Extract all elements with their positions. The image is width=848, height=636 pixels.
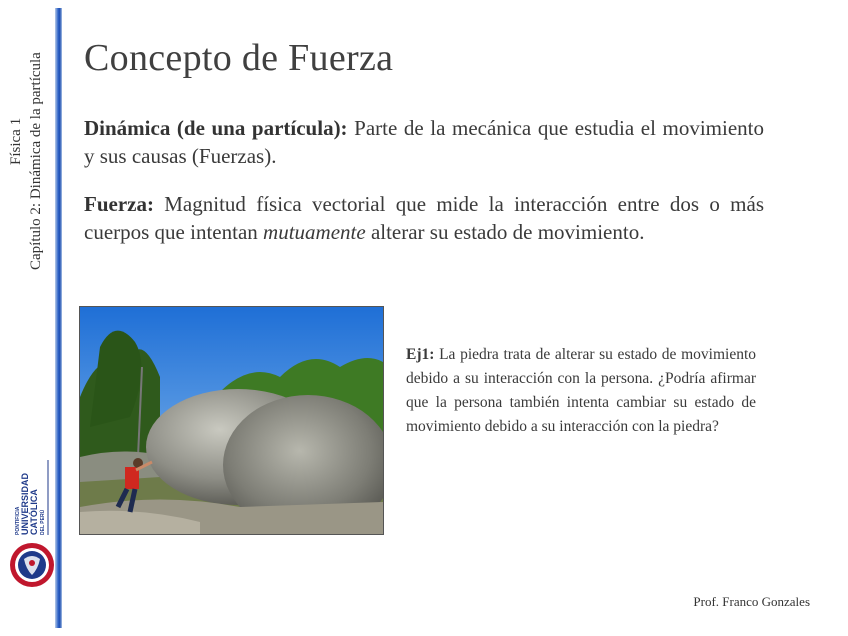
definition-fuerza-term: Fuerza: [84,192,154,216]
definition-dinamica [84,114,764,170]
definition-fuerza-text-2: alterar su estado de movimiento. [365,220,645,244]
seal-icon [10,543,54,587]
logo-text-2: UNIVERSIDAD [20,472,30,535]
boulder-photo [79,306,384,535]
chapter-label: Capítulo 2: Dinámica de la partícula [28,52,44,270]
vertical-accent-bar [55,8,62,628]
author-credit: Prof. Franco Gonzales [693,594,810,609]
logo-text-1: PONTIFICIA [15,506,21,535]
course-label: Física 1 [8,117,24,165]
example-text: La piedra trata de alterar su estado de movimiento debido a su interacción con la persona. ¿Podría afirmar que la persona también intenta cambiar su estado de movimiento debido a su interacción con la piedra? [406,346,756,435]
example-label: Ej1: [406,346,435,363]
example-ej1 [406,343,756,439]
definition-fuerza-emphasis: mutuamente [263,220,366,244]
logo-text-4: DEL PERÚ [40,509,46,535]
definition-fuerza-text-1: Magnitud física vectorial que mide la interacción entre dos o más cuerpos que intentan [84,192,764,244]
definition-dinamica-text: Parte de la mecánica que estudia el movimiento y sus causas (Fuerzas). [84,116,765,168]
logo-text-3: CATÓLICA [29,489,39,535]
definition-fuerza [84,190,764,246]
slide-title: Concepto de Fuerza [84,37,394,79]
university-logo [8,455,56,595]
definition-dinamica-term: Dinámica (de una partícula): [84,116,348,140]
